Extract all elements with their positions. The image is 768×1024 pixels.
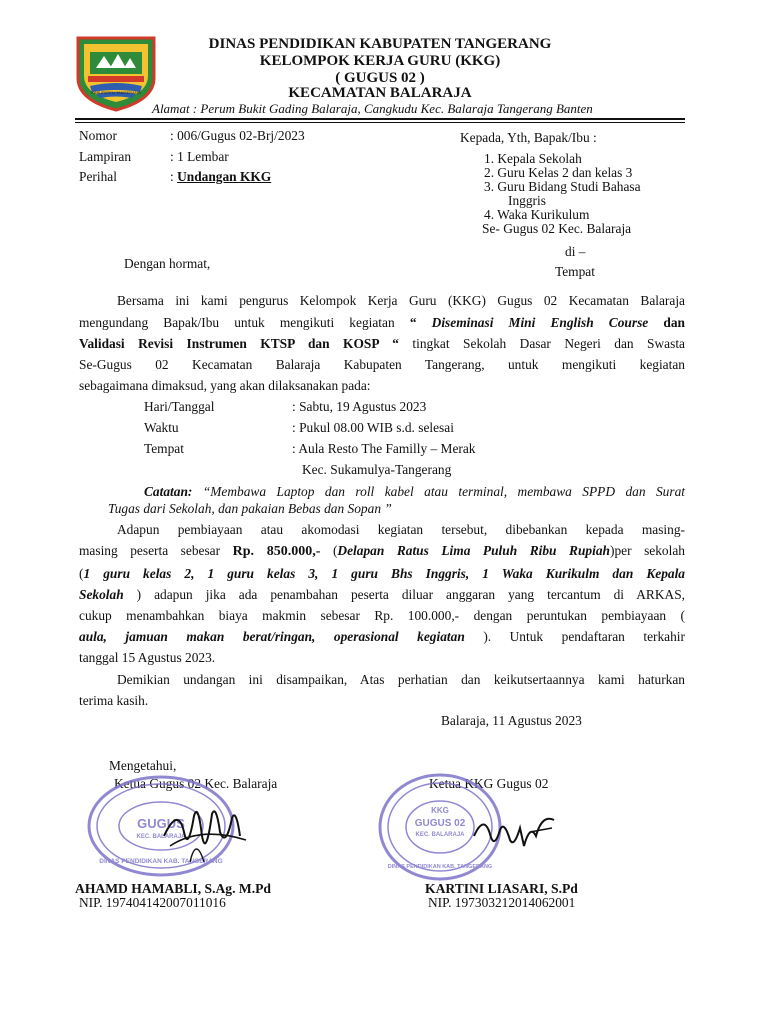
text-run: “: [409, 315, 417, 330]
stamp-ring-text: DINAS PENDIDIKAN KAB. TANGERANG: [99, 858, 223, 865]
paragraph-line: sebagaimana dimaksud, yang akan dilaksanakan pada:: [79, 378, 371, 393]
stamp-ring-text: DINAS PENDIDIKAN KAB. TANGERANG: [387, 864, 493, 870]
recipient-se: Se- Gugus 02 Kec. Balaraja: [482, 221, 632, 236]
recipient-item: 1. Kepala Sekolah: [484, 151, 582, 166]
amount: Rp. 850.000,-: [232, 544, 321, 559]
text-run-emphasis: Diseminasi Mini English Course: [431, 315, 649, 330]
stamp-sub-text: KEC. BALARAJA: [136, 834, 186, 840]
left-signature: [160, 796, 250, 866]
catatan-text: Tugas dari Sekolah, dan pakaian Bebas dan Sopan ”: [108, 501, 392, 516]
tempat-label: Tempat: [144, 441, 184, 456]
paragraph-line: Se-Gugus 02 Kecamatan Balaraja Kabupaten Tangerang, untuk mengikuti kegiatan: [79, 357, 685, 372]
hari-value: : Sabtu, 19 Agustus 2023: [292, 399, 427, 414]
paragraph-line: Demikian undangan ini disampaikan, Atas perhatian dan keikutsertaannya kami haturkan: [117, 672, 685, 687]
left-signer-title: Ketua Gugus 02 Kec. Balaraja: [114, 776, 278, 791]
letterhead-address: Alamat : Perum Bukit Gading Balaraja, Cangkudu Kec. Balaraja Tangerang Banten: [152, 101, 593, 116]
left-signer-nip: NIP. 197404142007011016: [79, 895, 226, 910]
left-signer-name: AHAMD HAMABLI, S.Ag. M.Pd: [75, 881, 271, 896]
recipient-di: di –: [565, 244, 586, 259]
tempat-value-2: Kec. Sukamulya-Tangerang: [302, 462, 452, 477]
catatan-label: Catatan:: [144, 484, 193, 499]
logo-caption: KABUPATEN TANGERANG: [91, 90, 141, 95]
amount-words: Delapan Ratus Lima Puluh Ribu Rupiah: [337, 543, 610, 558]
header-divider: [75, 118, 685, 120]
text-run: dan: [663, 315, 685, 330]
text-run: mengundang Bapak/Ibu untuk mengikuti kegiatan: [79, 315, 395, 330]
right-signer-nip: NIP. 197303212014062001: [428, 895, 576, 910]
nomor-label: Nomor: [79, 128, 117, 143]
paragraph-line: Adapun pembiayaan atau akomodasi kegiatan tersebut, dibebankan kepada masing-: [117, 522, 685, 537]
text-run: ). Untuk pendaftaran terkahir: [483, 629, 685, 644]
participants: 1 guru kelas 2, 1 guru kelas 3, 1 guru Bhs Inggris, 1 Waka Kurikulm dan Kepala: [83, 566, 685, 581]
text-run: tingkat Sekolah Dasar Negeri dan Swasta: [412, 336, 685, 351]
paragraph-line: [79, 566, 685, 582]
nomor-value: : 006/Gugus 02-Brj/2023: [170, 128, 305, 143]
stamp-center-text: GUGUS 02: [414, 818, 466, 829]
place-date: Balaraja, 11 Agustus 2023: [441, 713, 582, 728]
paragraph-line: [79, 543, 685, 560]
tempat-value: : Aula Resto The Familly – Merak: [292, 441, 476, 456]
lampiran-label: Lampiran: [79, 149, 132, 164]
paragraph-line: terima kasih.: [79, 693, 149, 708]
paragraph-line: cukup menambahkan biaya makmin sebesar Rp. 100.000,- dengan peruntukan pembiayaan (: [79, 608, 685, 623]
perihal-colon: :: [170, 169, 178, 184]
paragraph-line: [79, 336, 685, 352]
cost-purpose: aula, jamuan makan berat/ringan, operasional kegiatan: [79, 629, 465, 644]
participants: Sekolah: [79, 587, 124, 602]
stamp-sub-text: KEC. BALARAJA: [415, 832, 465, 838]
right-signer-title: Ketua KKG Gugus 02: [429, 776, 549, 791]
catatan-text: “Membawa Laptop dan roll kabel atau terminal, membawa SPPD dan Surat: [202, 484, 685, 499]
text-run: masing peserta sebesar: [79, 543, 221, 558]
letterhead-line-4: KECAMATAN BALARAJA: [288, 85, 472, 101]
perihal-subject: Undangan KKG: [177, 169, 272, 184]
perihal-value: [170, 169, 271, 185]
recipient-item-continued: Inggris: [508, 193, 546, 208]
text-run: (: [332, 543, 338, 558]
recipient-item: 4. Waka Kurikulum: [484, 207, 590, 222]
recipient-title: Kepada, Yth, Bapak/Ibu :: [460, 130, 597, 145]
right-signer-name: KARTINI LIASARI, S.Pd: [425, 881, 578, 896]
header-divider-thin: [75, 122, 685, 123]
waktu-value: : Pukul 08.00 WIB s.d. selesai: [292, 420, 454, 435]
recipient-item: 3. Guru Bidang Studi Bahasa: [484, 179, 641, 194]
recipient-item: 2. Guru Kelas 2 dan kelas 3: [484, 165, 633, 180]
letterhead-line-2: KELOMPOK KERJA GURU (KKG): [259, 53, 501, 69]
right-signature: [470, 806, 560, 856]
salutation: Dengan hormat,: [124, 256, 211, 271]
catatan-line: [144, 484, 685, 500]
hari-label: Hari/Tanggal: [144, 399, 215, 414]
text-run: )per sekolah: [609, 543, 685, 558]
stamp-center-text: GUGUS: [137, 816, 185, 831]
letterhead-line-1: DINAS PENDIDIKAN KABUPATEN TANGERANG: [208, 36, 552, 52]
text-run: ) adapun jika ada penambahan peserta diluar anggaran yang tercantum di ARKAS,: [136, 587, 685, 602]
letterhead-line-3: ( GUGUS 02 ): [335, 70, 425, 86]
stamp-top-text: KKG: [431, 806, 449, 815]
waktu-label: Waktu: [144, 420, 179, 435]
paragraph-line: [79, 315, 685, 331]
paragraph-line: [79, 629, 685, 645]
text-run: (: [79, 566, 84, 581]
kabupaten-logo: [74, 34, 158, 112]
paragraph-line: tanggal 15 Agustus 2023.: [79, 650, 216, 665]
recipient-tempat: Tempat: [555, 264, 595, 279]
perihal-label: Perihal: [79, 169, 117, 184]
lampiran-value: : 1 Lembar: [170, 149, 229, 164]
paragraph-line: [79, 587, 685, 603]
paragraph-line: Bersama ini kami pengurus Kelompok Kerja Guru (KKG) Gugus 02 Kecamatan Balaraja: [117, 293, 685, 308]
text-run-emphasis: Validasi Revisi Instrumen KTSP dan KOSP “: [79, 336, 399, 351]
mengetahui: Mengetahui,: [109, 758, 177, 773]
